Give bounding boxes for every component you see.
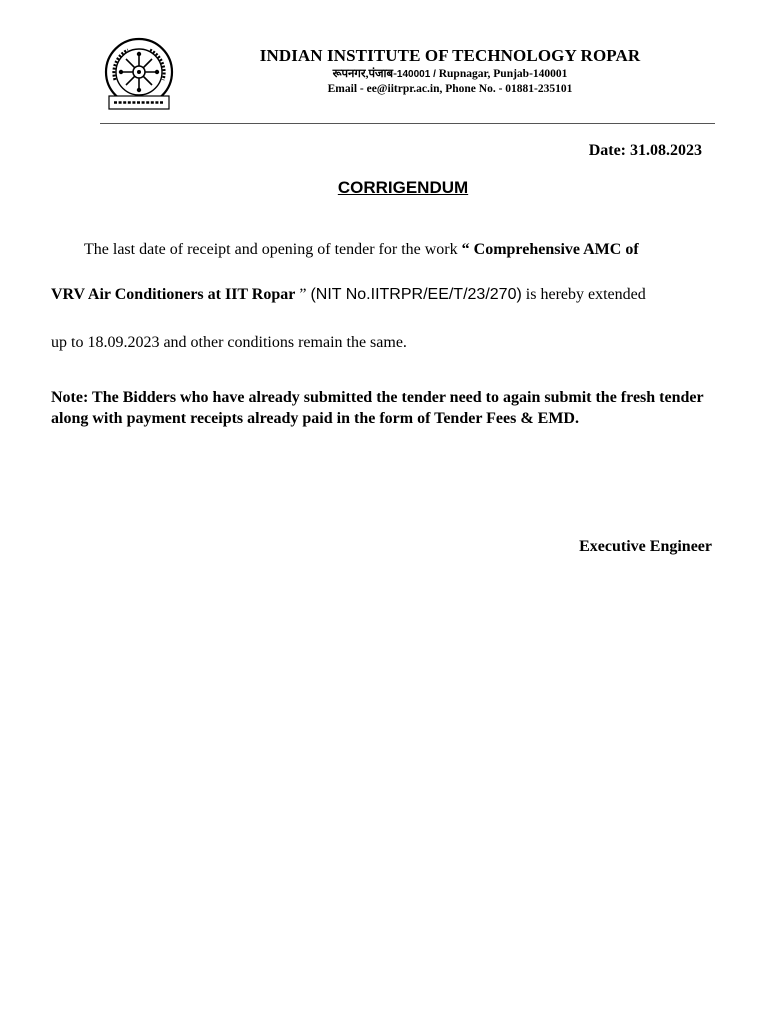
institute-name: INDIAN INSTITUTE OF TECHNOLOGY ROPAR: [259, 46, 641, 65]
work-name-start: “ Comprehensive AMC of: [461, 241, 639, 258]
iit-ropar-logo: [98, 36, 180, 114]
document-date: Date: 31.08.2023: [588, 142, 702, 159]
work-name-end: VRV Air Conditioners at IIT Ropar: [51, 286, 296, 303]
body-line-2-text: is hereby extended: [521, 286, 646, 303]
closing-quote: ”: [295, 286, 311, 303]
nit-number: (NIT No.IITRPR/EE/T/23/270): [310, 286, 522, 303]
institute-contact: Email - ee@iitrpr.ac.in, Phone No. - 01881-235101: [327, 83, 573, 95]
address-pin: 140001 /: [396, 69, 436, 80]
institute-address: [186, 66, 714, 81]
header-divider: [100, 123, 715, 124]
body-line-1: [84, 241, 639, 259]
bidder-note: Note: The Bidders who have already submitted the tender need to again submit the fresh tender along with payment receipts already paid in the form of Tender Fees & EMD.: [51, 389, 704, 427]
body-line-2: [51, 286, 646, 304]
address-english: Rupnagar, Punjab-140001: [438, 68, 568, 80]
address-hindi: रूपनगर,पंजाब-: [332, 68, 397, 80]
signatory-designation: Executive Engineer: [579, 538, 712, 555]
body-line-1-text: The last date of receipt and opening of tender for the work: [84, 241, 462, 258]
body-line-3: up to 18.09.2023 and other conditions remain the same.: [51, 334, 407, 351]
document-title: CORRIGENDUM: [337, 178, 469, 197]
